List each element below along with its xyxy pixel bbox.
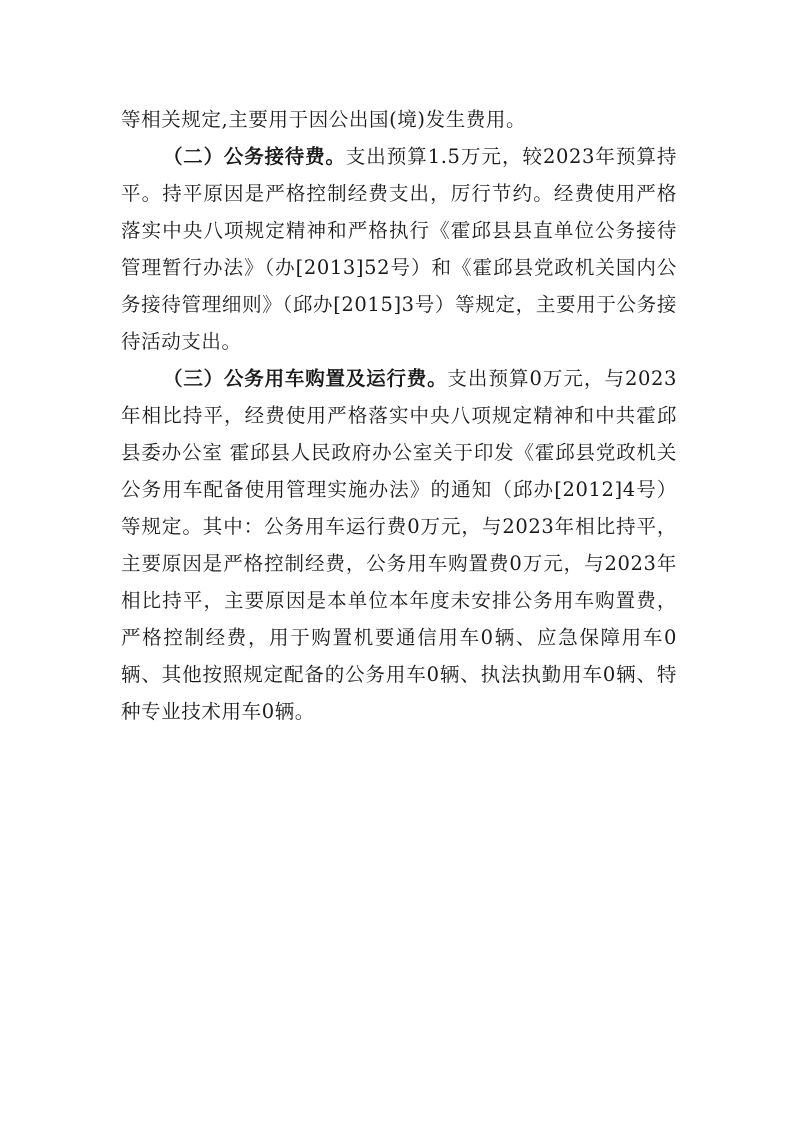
paragraph-body: 支出预算0万元，与2023年相比持平，经费使用严格落实中央八项规定精神和中共霍邱县委办公室 霍邱县人民政府办公室关于印发《霍邱县党政机关公务用车配备使用管理实施办法》的通知（邱办[2012]4号）等规定。其中：公务用车运行费0万元，与2023年相比持平，主要原因是严格控制经费，公务用车购置费0万元，与2023年相比持平，主要原因是本单位本年度未安排公务用车购置费，严格控制经费，用于购置机要通信用车0辆、应急保障用车0辆、其他按照规定配备的公务用车0辆、执法执勤用车0辆、特种专业技术用车0辆。: [121, 367, 677, 723]
paragraph-continuation: [121, 101, 677, 138]
paragraph-body: 等相关规定,主要用于因公出国(境)发生费用。: [121, 108, 527, 131]
section-heading-reception: （二）公务接待费。: [163, 145, 346, 168]
paragraph-reception-expenses: [121, 138, 677, 360]
section-heading-vehicles: （三）公务用车购置及运行费。: [163, 367, 448, 390]
paragraph-body: 支出预算1.5万元，较2023年预算持平。持平原因是严格控制经费支出，厉行节约。经费使用严格落实中央八项规定精神和严格执行《霍邱县县直单位公务接待管理暂行办法》（办[2013]52号）和《霍邱县党政机关国内公务接待管理细则》（邱办[2015]3号）等规定，主要用于公务接待活动支出。: [121, 145, 677, 353]
paragraph-vehicle-expenses: [121, 360, 677, 730]
